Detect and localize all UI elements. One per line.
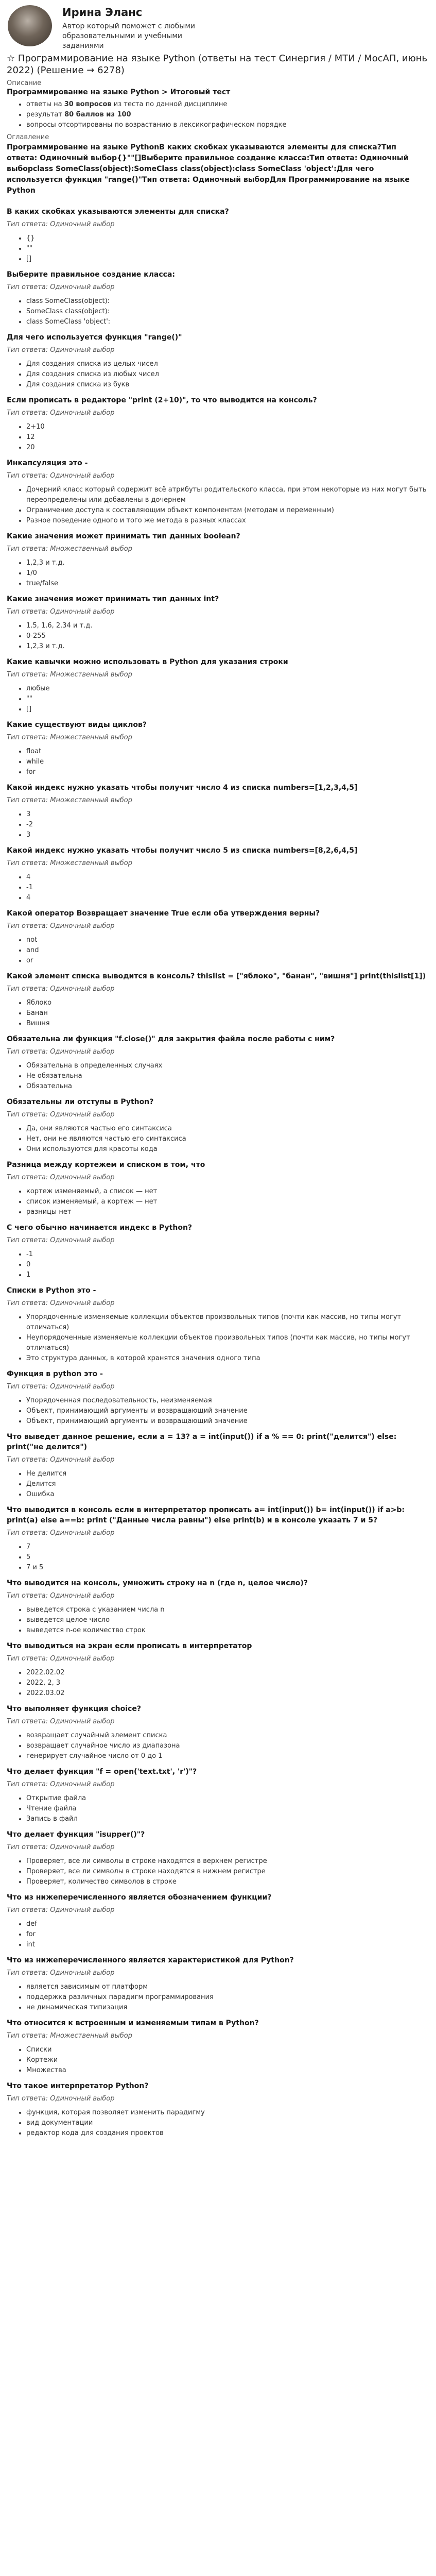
- question-block: [7, 1034, 429, 1092]
- question-option: • 2022, 2, 3: [26, 1678, 429, 1688]
- question-options: [7, 1919, 429, 1950]
- question-title: С чего обычно начинается индекс в Python?: [7, 1224, 193, 1232]
- question-block: [7, 395, 429, 453]
- question-option: • 3: [26, 809, 429, 820]
- question-options: [7, 296, 429, 327]
- question-option: • выведется строка с указанием числа n: [26, 1605, 429, 1615]
- question-block: [7, 2081, 429, 2139]
- question-answer-type: Тип ответа: Одиночный выбор: [7, 409, 115, 417]
- question-options: [7, 2045, 429, 2076]
- questions-list: [7, 207, 429, 2139]
- question-answer-type: Тип ответа: Множественный выбор: [7, 796, 133, 804]
- question-options: [7, 1982, 429, 2013]
- question-block: [7, 1641, 429, 1699]
- question-title: Что выводится в консоль если в интерпретатор прописать a= int(input()) b= int(input()) if a>b: print(a) else a==b: print ("Данные числа равны") else print(b) и в консоле указать 7 и 5?: [7, 1506, 405, 1524]
- question-option: • []: [26, 254, 429, 264]
- question-option: • Обязательна: [26, 1081, 429, 1092]
- question-options: [7, 2108, 429, 2139]
- question-answer-type: Тип ответа: Множественный выбор: [7, 545, 133, 553]
- question-option: • 7 и 5: [26, 1563, 429, 1573]
- question-block: [7, 1829, 429, 1887]
- question-title: Что из нижеперечисленного является обозначением функции?: [7, 1893, 272, 1902]
- question-block: [7, 971, 429, 1029]
- question-title: Что выводится на консоль, умножить строку на n (где n, целое число)?: [7, 1579, 308, 1587]
- question-options: [7, 1061, 429, 1092]
- question-answer-type: Тип ответа: Одиночный выбор: [7, 1781, 115, 1788]
- question-answer-type: Тип ответа: Одиночный выбор: [7, 1299, 115, 1307]
- question-option: • Проверяет, количество символов в строке: [26, 1877, 429, 1887]
- question-option: • 0-255: [26, 631, 429, 641]
- description-label: Описание: [7, 79, 42, 87]
- toc-text: Программирование на языке PythonВ каких скобках указываются элементы для списка?Тип ответа: Одиночный выбор{}""[]Выберите правильное создание класса:Тип ответа: Одиночный выборclass SomeClass(object):SomeClass class(object):class SomeClass 'object':Для чего используется функция "range()"Тип ответа: Одиночный выборДля Программирование на языке Python: [7, 143, 410, 195]
- question-title: Обязательны ли отступы в Python?: [7, 1098, 154, 1106]
- question-answer-type: Тип ответа: Одиночный выбор: [7, 1906, 115, 1914]
- question-block: [7, 1505, 429, 1573]
- question-block: [7, 1704, 429, 1761]
- question-option: • Списки: [26, 2045, 429, 2055]
- question-block: [7, 783, 429, 840]
- question-option: • список изменяемый, а кортеж — нет: [26, 1197, 429, 1207]
- question-options: [7, 998, 429, 1029]
- question-option: • -1: [26, 1249, 429, 1260]
- question-title: Какой индекс нужно указать чтобы получит число 5 из списка numbers=[8,2,6,4,5]: [7, 846, 358, 855]
- question-answer-type: Тип ответа: Одиночный выбор: [7, 1236, 115, 1244]
- question-title: Что выведет данное решение, если a = 13? a = int(input()) if a % == 0: print("делится") else: print("не делится"): [7, 1433, 397, 1451]
- question-answer-type: Тип ответа: Множественный выбор: [7, 2032, 133, 2040]
- question-title: Обязательна ли функция "f.close()" для закрытия файла после работы с ним?: [7, 1035, 335, 1043]
- question-title: Какие кавычки можно использовать в Python для указания строки: [7, 658, 288, 666]
- question-title: Какой индекс нужно указать чтобы получит число 4 из списка numbers=[1,2,3,4,5]: [7, 784, 358, 792]
- question-option: • -1: [26, 883, 429, 893]
- question-option: • Не обязательна: [26, 1071, 429, 1081]
- author-name[interactable]: Ирина Эланс: [62, 6, 143, 19]
- question-option: • while: [26, 757, 429, 767]
- question-title: Что из нижеперечисленного является характеристикой для Python?: [7, 1956, 294, 1964]
- question-answer-type: Тип ответа: Одиночный выбор: [7, 472, 115, 480]
- question-answer-type: Тип ответа: Одиночный выбор: [7, 1174, 115, 1181]
- question-options: [7, 1396, 429, 1427]
- question-title: Какие значения может принимать тип данных boolean?: [7, 532, 240, 540]
- question-title: Что делает функция "f = open('text.txt', 'r')"?: [7, 1768, 197, 1776]
- question-answer-type: Тип ответа: Множественный выбор: [7, 734, 133, 741]
- question-option: • Да, они являются частью его синтаксиса: [26, 1124, 429, 1134]
- question-option: • for: [26, 767, 429, 777]
- question-block: [7, 207, 429, 264]
- question-answer-type: Тип ответа: Одиночный выбор: [7, 2095, 115, 2103]
- question-block: [7, 1160, 429, 1217]
- question-answer-type: Тип ответа: Одиночный выбор: [7, 1718, 115, 1725]
- description-item: • вопросы отсортированы по возрастанию в лексикографическом порядке: [26, 120, 429, 130]
- question-block: [7, 1223, 429, 1280]
- question-answer-type: Тип ответа: Одиночный выбор: [7, 221, 115, 228]
- question-block: [7, 1369, 429, 1427]
- question-option: • возвращает случайное число из диапазона: [26, 1741, 429, 1751]
- question-option: • Объект, принимающий аргументы и возвращающий значение: [26, 1416, 429, 1427]
- question-option: • 1: [26, 1270, 429, 1280]
- toc-label: Оглавление: [7, 133, 49, 141]
- question-answer-type: Тип ответа: Одиночный выбор: [7, 1655, 115, 1663]
- question-title: В каких скобках указываются элементы для списка?: [7, 208, 229, 216]
- question-block: [7, 1955, 429, 2013]
- question-option: • true/false: [26, 579, 429, 589]
- question-option: • 12: [26, 432, 429, 443]
- question-title: Выберите правильное создание класса:: [7, 270, 175, 279]
- question-answer-type: Тип ответа: Множественный выбор: [7, 671, 133, 679]
- question-option: • 1.5, 1.6, 2.34 и т.д.: [26, 621, 429, 631]
- question-answer-type: Тип ответа: Одиночный выбор: [7, 1969, 115, 1977]
- question-option: • разницы нет: [26, 1207, 429, 1217]
- question-title: Для чего используется функция "range()": [7, 333, 182, 342]
- author-description: Автор который поможет с любыми образовательными и учебными заданиями: [62, 22, 196, 50]
- question-option: • редактор кода для создания проектов: [26, 2128, 429, 2139]
- description-item: • ответы на 30 вопросов из теста по данной дисциплине: [26, 99, 429, 110]
- question-option: • "": [26, 694, 429, 704]
- question-option: • int: [26, 1940, 429, 1950]
- question-option: • 3: [26, 830, 429, 840]
- question-options: [7, 1249, 429, 1280]
- question-option: • Это структура данных, в которой хранятся значения одного типа: [26, 1353, 429, 1364]
- question-option: • 1,2,3 и т.д.: [26, 641, 429, 652]
- question-option: • Упорядоченные изменяемые коллекции объектов произвольных типов (почти как массив, но типы могут отличаться): [26, 1312, 429, 1333]
- question-option: • []: [26, 704, 429, 715]
- question-option: • вид документации: [26, 2118, 429, 2128]
- question-option: • {}: [26, 233, 429, 244]
- question-block: [7, 720, 429, 777]
- question-options: [7, 485, 429, 526]
- question-block: [7, 1578, 429, 1636]
- question-answer-type: Тип ответа: Одиночный выбор: [7, 1111, 115, 1118]
- question-option: • or: [26, 956, 429, 966]
- question-answer-type: Тип ответа: Одиночный выбор: [7, 1592, 115, 1600]
- question-option: • Проверяет, все ли символы в строке находятся в нижнем регистре: [26, 1867, 429, 1877]
- question-option: • Вишня: [26, 1019, 429, 1029]
- question-options: [7, 1793, 429, 1824]
- question-option: • генерирует случайное число от 0 до 1: [26, 1751, 429, 1761]
- question-block: [7, 1432, 429, 1500]
- question-options: [7, 422, 429, 453]
- question-option: • 1,2,3 и т.д.: [26, 558, 429, 568]
- question-block: [7, 908, 429, 966]
- question-option: • Они используются для красоты кода: [26, 1144, 429, 1155]
- question-title: Какой оператор Возвращает значение True если оба утверждения верны?: [7, 909, 320, 918]
- question-option: • Яблоко: [26, 998, 429, 1008]
- question-title: Списки в Python это -: [7, 1286, 96, 1295]
- question-option: • float: [26, 747, 429, 757]
- question-option: • 4: [26, 872, 429, 883]
- question-options: [7, 1856, 429, 1887]
- question-option: • 5: [26, 1552, 429, 1563]
- question-title: Функция в python это -: [7, 1370, 103, 1378]
- question-block: [7, 2018, 429, 2076]
- question-option: • любые: [26, 684, 429, 694]
- question-option: • Не делится: [26, 1469, 429, 1479]
- question-option: • class SomeClass 'object':: [26, 317, 429, 327]
- question-options: [7, 1605, 429, 1636]
- question-options: [7, 233, 429, 264]
- question-option: • Разное поведение одного и того же метода в разных классах: [26, 516, 429, 526]
- question-answer-type: Тип ответа: Одиночный выбор: [7, 283, 115, 291]
- question-option: • 2022.03.02: [26, 1688, 429, 1699]
- question-options: [7, 747, 429, 777]
- question-option: • 1/0: [26, 568, 429, 579]
- question-block: [7, 1285, 429, 1364]
- question-answer-type: Тип ответа: Одиночный выбор: [7, 1048, 115, 1056]
- question-options: [7, 684, 429, 715]
- question-options: [7, 621, 429, 652]
- question-title: Что делает функция "isupper()"?: [7, 1831, 145, 1839]
- question-options: [7, 935, 429, 966]
- question-option: • 0: [26, 1260, 429, 1270]
- question-title: Какой элемент списка выводится в консоль? thislist = ["яблоко", "банан", "вишня"] print(thislist[1]): [7, 972, 426, 980]
- question-block: [7, 594, 429, 652]
- question-option: • является зависимым от платформ: [26, 1982, 429, 1992]
- page-title: ☆ Программирование на языке Python (ответы на тест Синергия / МТИ / МосАП, июнь 2022) (Решение → 6278): [7, 53, 428, 76]
- question-options: [7, 1469, 429, 1500]
- question-option: • Упорядоченная последовательность, неизменяемая: [26, 1396, 429, 1406]
- question-option: • "": [26, 244, 429, 254]
- question-option: • Открытие файла: [26, 1793, 429, 1804]
- question-options: [7, 1312, 429, 1364]
- question-options: [7, 1668, 429, 1699]
- question-option: • не динамическая типизация: [26, 2003, 429, 2013]
- question-option: • not: [26, 935, 429, 945]
- question-answer-type: Тип ответа: Одиночный выбор: [7, 1383, 115, 1391]
- author-avatar[interactable]: [8, 5, 52, 46]
- question-option: • Ограничение доступа к составляющим объект компонентам (методам и переменным): [26, 505, 429, 516]
- question-option: • 4: [26, 893, 429, 903]
- question-option: • выведется целое число: [26, 1615, 429, 1625]
- question-option: • 2022.02.02: [26, 1668, 429, 1678]
- question-answer-type: Тип ответа: Одиночный выбор: [7, 1843, 115, 1851]
- question-option: • Обязательна в определенных случаях: [26, 1061, 429, 1071]
- question-option: • 7: [26, 1542, 429, 1552]
- question-option: • for: [26, 1929, 429, 1940]
- question-block: [7, 269, 429, 327]
- question-option: • выведется n-ое количество строк: [26, 1625, 429, 1636]
- question-option: • Нет, они не являются частью его синтаксиса: [26, 1134, 429, 1144]
- question-option: • Для создания списка из букв: [26, 380, 429, 390]
- question-option: • 2+10: [26, 422, 429, 432]
- question-options: [7, 809, 429, 840]
- question-option: • -2: [26, 820, 429, 830]
- question-option: • Запись в файл: [26, 1814, 429, 1824]
- question-answer-type: Тип ответа: Множественный выбор: [7, 859, 133, 867]
- question-block: [7, 1767, 429, 1824]
- question-block: [7, 531, 429, 589]
- question-block: [7, 1097, 429, 1155]
- question-option: • def: [26, 1919, 429, 1929]
- question-option: • возвращает случайный элемент списка: [26, 1731, 429, 1741]
- question-block: [7, 458, 429, 526]
- question-answer-type: Тип ответа: Одиночный выбор: [7, 608, 115, 616]
- question-title: Что выполняет функция choice?: [7, 1705, 141, 1713]
- question-options: [7, 1124, 429, 1155]
- question-title: Что относится к встроенным и изменяемым типам в Python?: [7, 2019, 259, 2027]
- question-option: • Ошибка: [26, 1489, 429, 1500]
- question-options: [7, 558, 429, 589]
- question-option: • функция, которая позволяет изменить парадигму: [26, 2108, 429, 2118]
- question-option: • class SomeClass(object):: [26, 296, 429, 307]
- question-option: • Кортежи: [26, 2055, 429, 2065]
- question-option: • Для создания списка из целых чисел: [26, 359, 429, 369]
- question-options: [7, 359, 429, 390]
- description-list: [7, 99, 429, 130]
- question-options: [7, 872, 429, 903]
- question-title: Какие существуют виды циклов?: [7, 721, 147, 729]
- question-option: • Делится: [26, 1479, 429, 1489]
- question-title: Если прописать в редакторе "print (2+10)", то что выводится на консоль?: [7, 396, 317, 404]
- question-option: • Проверяет, все ли символы в строке находятся в верхнем регистре: [26, 1856, 429, 1867]
- question-option: • and: [26, 945, 429, 956]
- question-option: • SomeClass class(object):: [26, 307, 429, 317]
- question-option: • Для создания списка из любых чисел: [26, 369, 429, 380]
- question-block: [7, 845, 429, 903]
- description-item: • результат 80 баллов из 100: [26, 110, 429, 120]
- question-block: [7, 657, 429, 715]
- question-answer-type: Тип ответа: Одиночный выбор: [7, 922, 115, 930]
- question-option: • Чтение файла: [26, 1804, 429, 1814]
- question-answer-type: Тип ответа: Одиночный выбор: [7, 346, 115, 354]
- question-option: • Множества: [26, 2065, 429, 2076]
- description-title: Программирование на языке Python > Итоговый тест: [7, 88, 231, 96]
- question-option: • Неупорядоченные изменяемые коллекции объектов произвольных типов (почти как массив, но типы могут отличаться): [26, 1333, 429, 1353]
- question-answer-type: Тип ответа: Одиночный выбор: [7, 1456, 115, 1464]
- author-info: [62, 5, 201, 51]
- question-title: Инкапсуляция это -: [7, 459, 88, 467]
- question-title: Разница между кортежем и списком в том, что: [7, 1161, 205, 1169]
- question-options: [7, 1542, 429, 1573]
- author-block: [7, 0, 429, 49]
- question-block: [7, 1892, 429, 1950]
- question-options: [7, 1731, 429, 1761]
- question-option: • поддержка различных парадигм программирования: [26, 1992, 429, 2003]
- question-option: • 20: [26, 443, 429, 453]
- question-answer-type: Тип ответа: Одиночный выбор: [7, 1529, 115, 1537]
- question-option: • Дочерний класс который содержит всё атрибуты родительского класса, при этом некоторые из них могут быть переопределены или добавлены в дочернем: [26, 485, 429, 505]
- question-option: • Объект, принимающий аргументы и возвращающий значение: [26, 1406, 429, 1416]
- question-options: [7, 1187, 429, 1217]
- question-block: [7, 332, 429, 390]
- question-title: Что выводиться на экран если прописать в интерпретатор: [7, 1642, 252, 1650]
- question-option: • Банан: [26, 1008, 429, 1019]
- question-title: Какие значения может принимать тип данных int?: [7, 595, 219, 603]
- question-answer-type: Тип ответа: Одиночный выбор: [7, 985, 115, 993]
- question-option: • кортеж изменяемый, а список — нет: [26, 1187, 429, 1197]
- question-title: Что такое интерпретатор Python?: [7, 2082, 149, 2090]
